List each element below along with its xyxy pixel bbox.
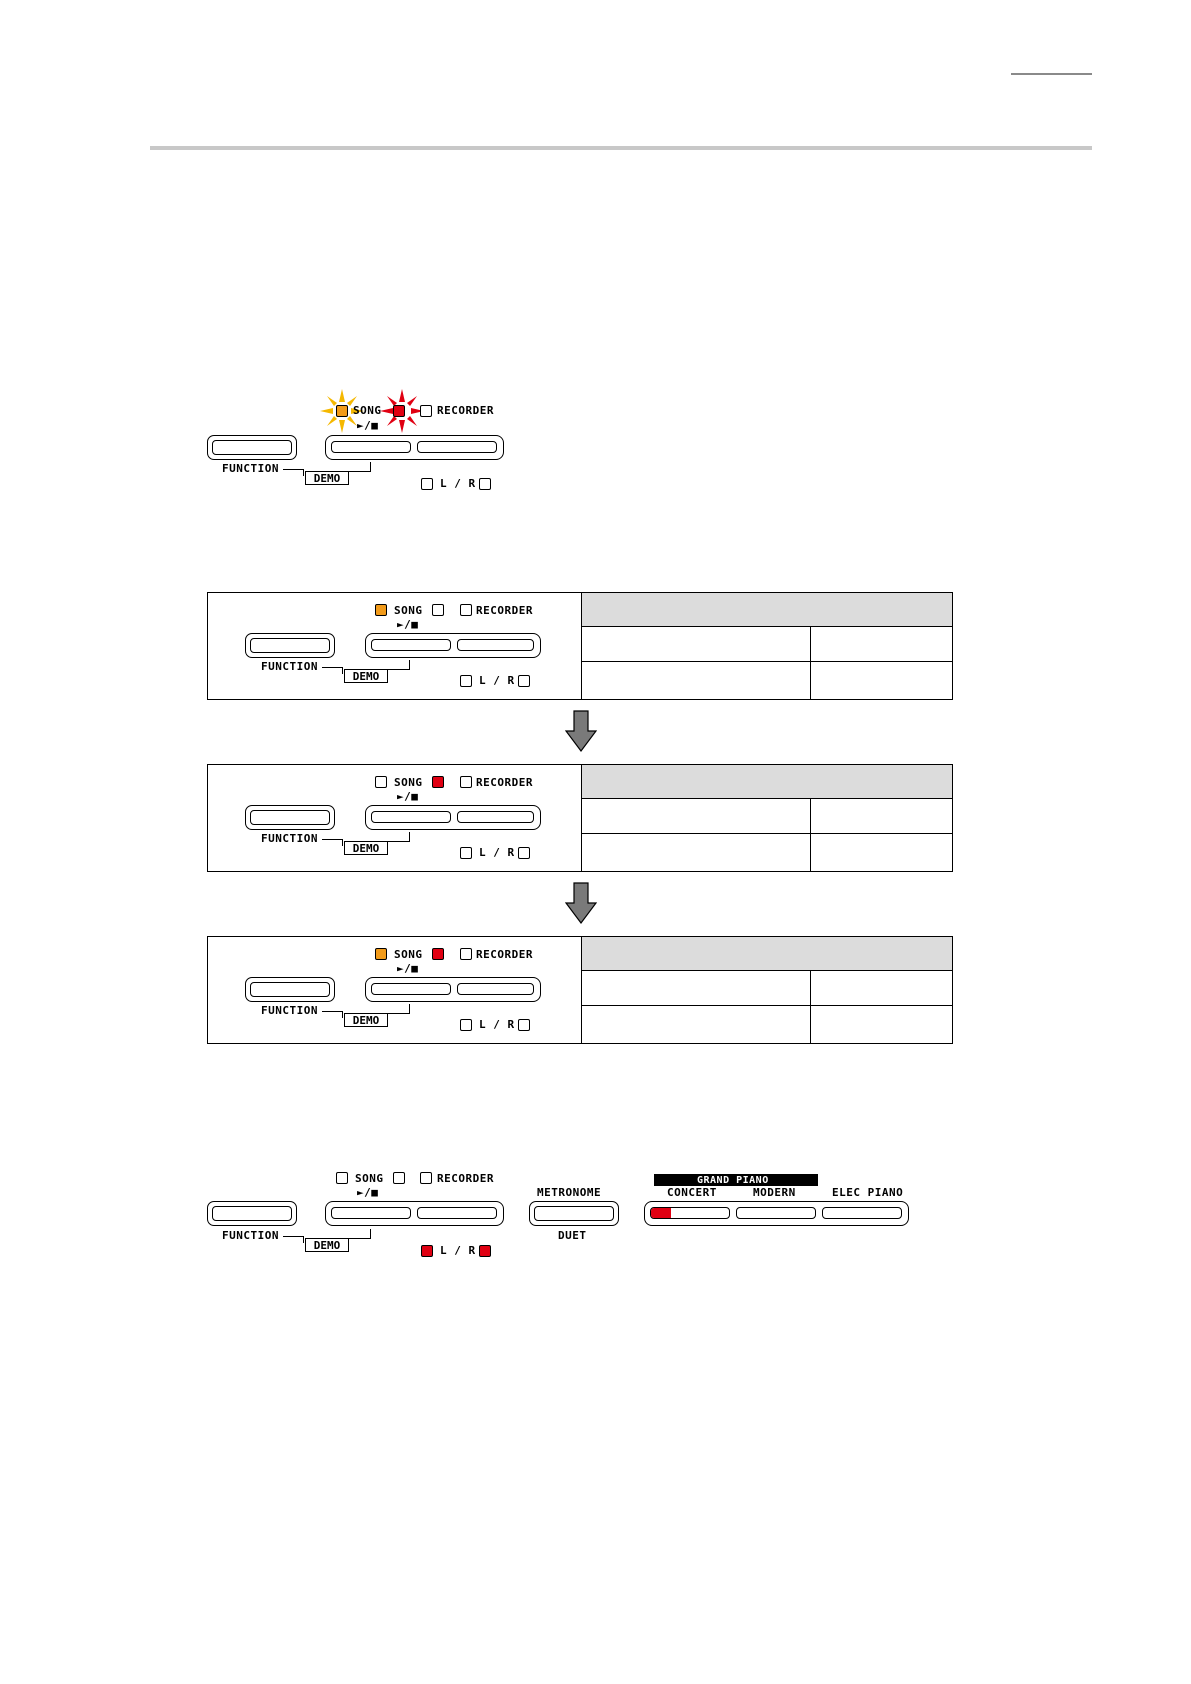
function-button[interactable] [207,435,297,460]
elec-piano-button[interactable] [822,1207,902,1219]
r-led [518,675,530,687]
sequence-panel-3 [207,936,953,1044]
song-led [375,948,387,960]
recorder-button[interactable] [457,811,534,823]
recorder-label: RECORDER [476,604,533,617]
metronome-duet-button[interactable] [529,1201,619,1226]
song-label: SONG [394,776,423,789]
song-play-button[interactable] [371,983,451,995]
grand-piano-label: GRAND PIANO [697,1175,769,1186]
recorder-led [460,776,472,788]
elec-piano-label: ELEC PIANO [832,1186,904,1199]
recorder-led [420,405,432,417]
r-led [518,847,530,859]
function-label: FUNCTION [261,832,318,845]
recorder-led [420,1172,432,1184]
song-play-button[interactable] [371,811,451,823]
song-recorder-button-group [325,435,504,460]
song-led [375,604,387,616]
recorder-button[interactable] [457,983,534,995]
lr-label: L / R [440,1244,476,1257]
demo-label: DEMO [344,841,388,855]
function-label: FUNCTION [261,1004,318,1017]
sequence-panel-2 [207,764,953,872]
lr-label: L / R [479,846,515,859]
metronome-label: METRONOME [537,1186,602,1199]
song-play-button[interactable] [331,441,411,453]
recorder-led [460,604,472,616]
r-led [518,1019,530,1031]
function-button[interactable] [245,977,335,1002]
play-stop-label: ►/■ [397,618,419,631]
function-button[interactable] [245,633,335,658]
recorder-button[interactable] [417,1207,497,1219]
concert-indicator [651,1208,671,1218]
song-led [375,776,387,788]
sequence-panel-1 [207,592,953,700]
play-led [393,1172,405,1184]
function-label: FUNCTION [261,660,318,673]
song-label: SONG [353,404,382,417]
r-led [479,478,491,490]
lr-label: L / R [479,674,515,687]
play-stop-label: ►/■ [357,1186,379,1199]
down-arrow-icon [565,710,597,752]
function-button[interactable] [207,1201,297,1226]
play-led [393,405,405,417]
play-stop-label: ►/■ [397,962,419,975]
l-led [460,675,472,687]
top-right-rule [1011,73,1092,75]
function-button[interactable] [245,805,335,830]
demo-label: DEMO [305,1238,349,1252]
recorder-label: RECORDER [476,776,533,789]
header-rule [150,146,1092,150]
function-label: FUNCTION [222,462,279,475]
recorder-led [460,948,472,960]
song-recorder-button-group [325,1201,504,1226]
demo-label: DEMO [344,669,388,683]
song-led [336,405,348,417]
r-led [479,1245,491,1257]
modern-label: MODERN [753,1186,796,1199]
play-led [432,776,444,788]
duet-label: DUET [558,1229,587,1242]
song-play-button[interactable] [371,639,451,651]
demo-label: DEMO [344,1013,388,1027]
song-recorder-button-group [365,977,541,1002]
concert-button[interactable] [650,1207,730,1219]
l-led [421,1245,433,1257]
function-label: FUNCTION [222,1229,279,1242]
recorder-button[interactable] [457,639,534,651]
recorder-label: RECORDER [437,404,494,417]
concert-label: CONCERT [667,1186,717,1199]
play-stop-label: ►/■ [357,419,379,432]
song-recorder-button-group [365,633,541,658]
recorder-button[interactable] [417,441,497,453]
l-led [421,478,433,490]
play-stop-label: ►/■ [397,790,419,803]
song-led [336,1172,348,1184]
song-label: SONG [394,604,423,617]
song-recorder-button-group [365,805,541,830]
recorder-label: RECORDER [437,1172,494,1185]
play-led [432,948,444,960]
l-led [460,1019,472,1031]
song-label: SONG [355,1172,384,1185]
play-led [432,604,444,616]
lr-label: L / R [479,1018,515,1031]
tone-button-group [644,1201,909,1226]
song-label: SONG [394,948,423,961]
modern-button[interactable] [736,1207,816,1219]
lr-label: L / R [440,477,476,490]
l-led [460,847,472,859]
demo-label: DEMO [305,471,349,485]
recorder-label: RECORDER [476,948,533,961]
down-arrow-icon [565,882,597,924]
song-play-button[interactable] [331,1207,411,1219]
